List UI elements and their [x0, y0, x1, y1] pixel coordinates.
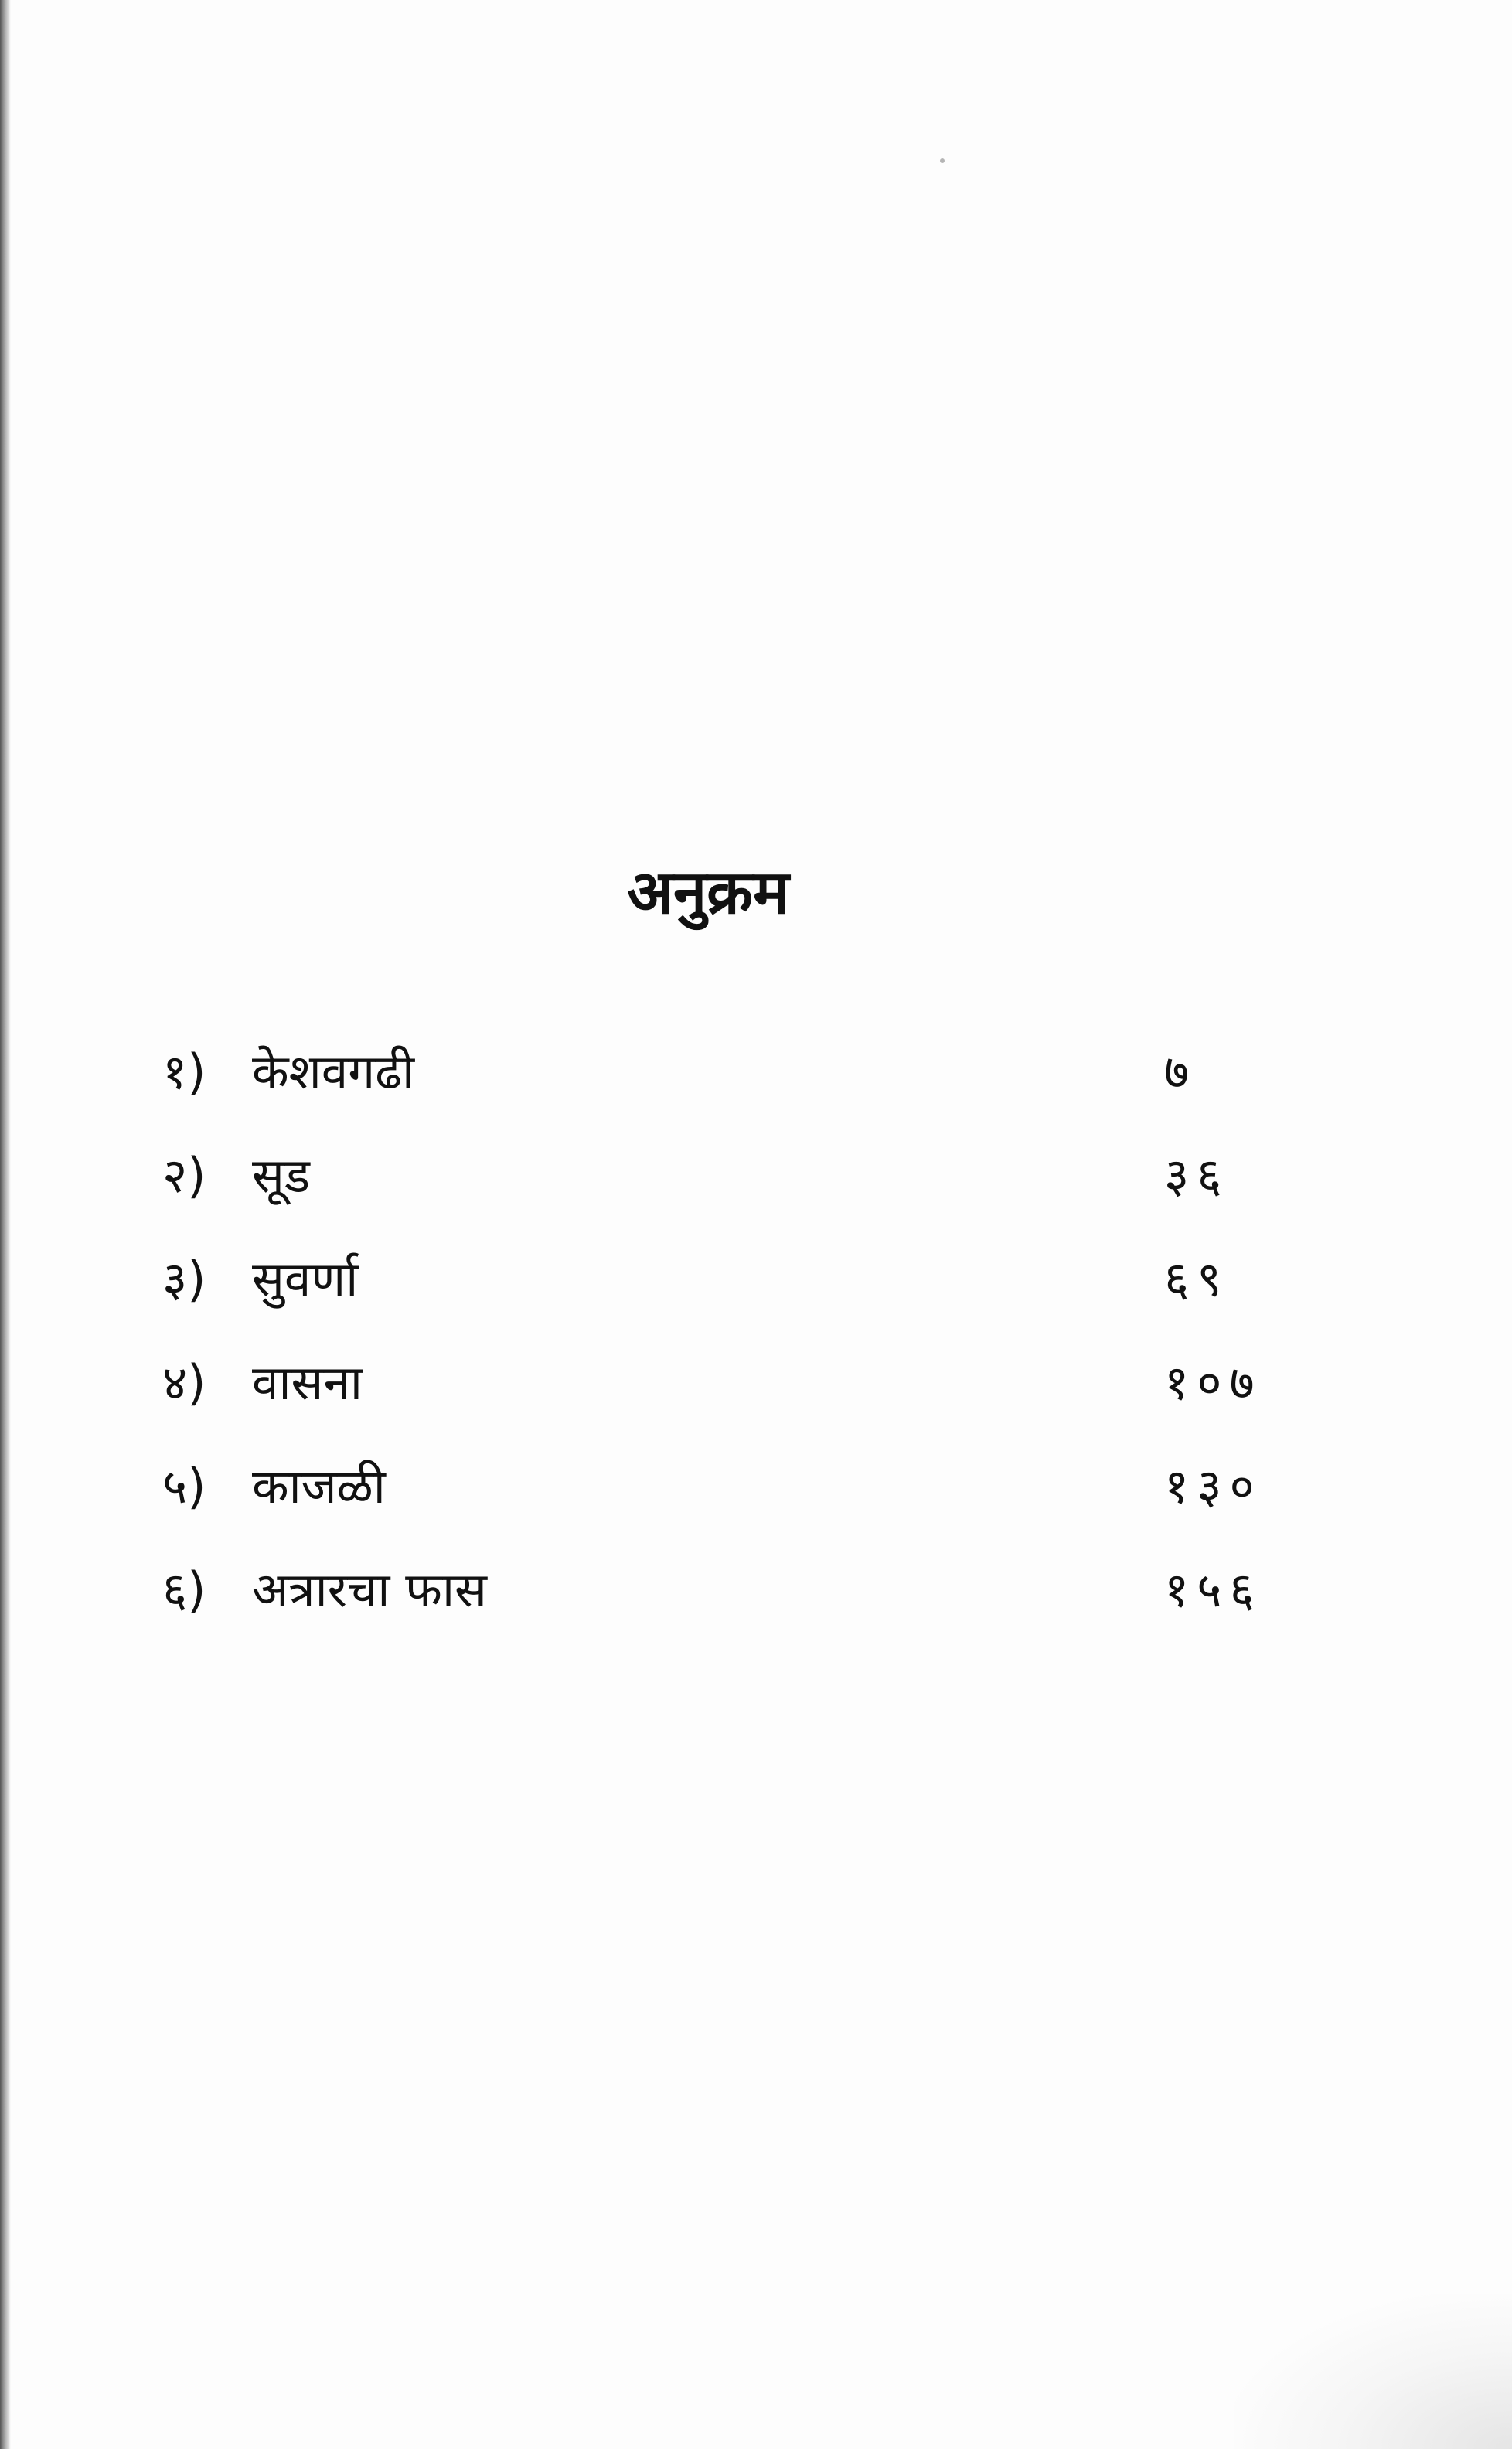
toc-item-title: केशवगढी — [252, 1044, 415, 1100]
toc-item-page: ६९ — [1164, 1251, 1230, 1307]
toc-item — [162, 1538, 1322, 1642]
toc-item-page: १०७ — [1164, 1354, 1262, 1411]
toc-item — [162, 1228, 1322, 1331]
toc-item-title: सुवर्णा — [252, 1251, 359, 1307]
page-binding-edge — [0, 0, 11, 2449]
paper-speck — [940, 158, 945, 163]
toc-item-number: ४) — [162, 1354, 206, 1411]
toc-item-title: सूड — [252, 1147, 311, 1204]
scan-corner-noise — [1234, 2294, 1512, 2449]
toc-item — [162, 1020, 1322, 1124]
toc-item-number: ५) — [162, 1458, 206, 1514]
toc-item-title: अत्रारचा फास — [252, 1562, 487, 1618]
toc-item-number: १) — [162, 1044, 206, 1100]
toc-item-number: २) — [162, 1147, 206, 1204]
toc-item-page: १३० — [1164, 1458, 1262, 1514]
toc-item-page: १५६ — [1164, 1562, 1262, 1618]
toc-item-number: ३) — [162, 1251, 206, 1307]
toc-item-title: वासना — [252, 1354, 363, 1411]
toc-item-page: ७ — [1164, 1044, 1197, 1100]
toc-item-page: ३६ — [1164, 1147, 1230, 1204]
page-title: अनुक्रम — [627, 858, 789, 928]
toc-item — [162, 1331, 1322, 1435]
toc-item-title: काजळी — [252, 1458, 386, 1514]
table-of-contents — [162, 1020, 1322, 1642]
toc-item — [162, 1435, 1322, 1538]
toc-item — [162, 1124, 1322, 1228]
toc-item-number: ६) — [162, 1562, 206, 1618]
